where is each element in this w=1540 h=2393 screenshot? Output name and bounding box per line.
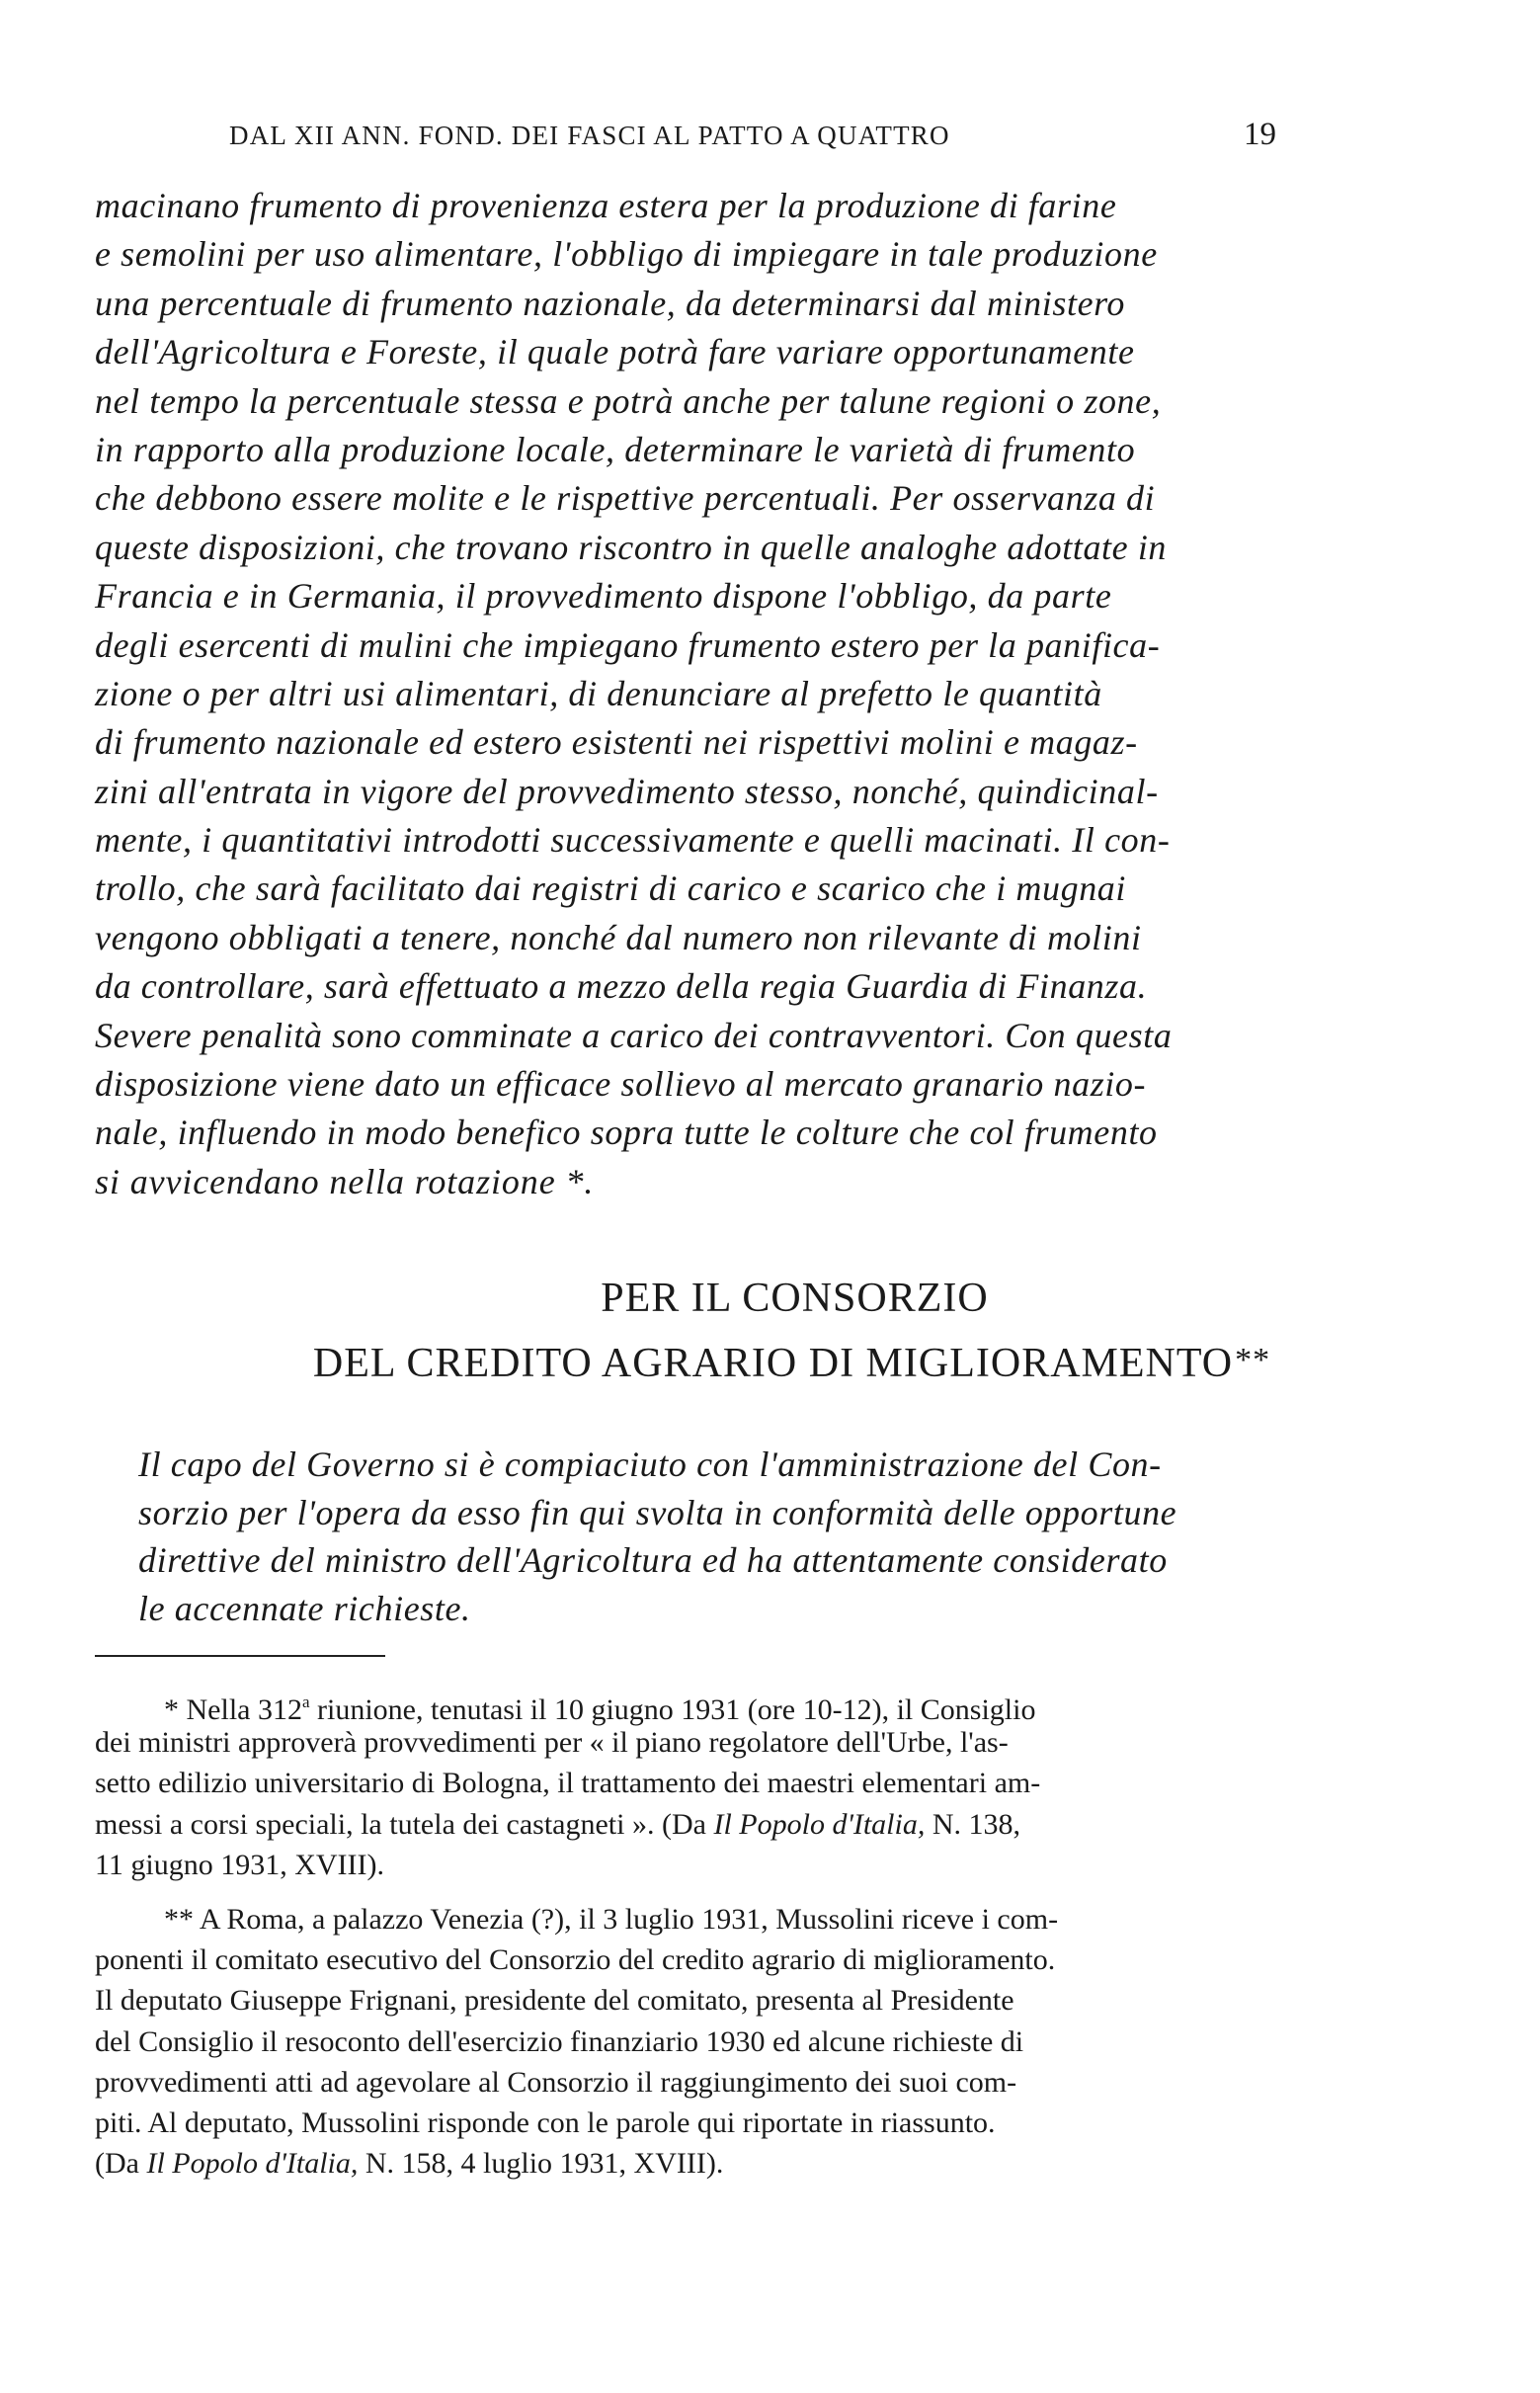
footnote-divider: [95, 1655, 385, 1657]
footnotes: [95, 1682, 1280, 2184]
footnote-1-text: messi a corsi speciali, la tutela dei castagneti ». (Da: [95, 1807, 714, 1841]
text-line: da controllare, sarà effettuato a mezzo della regia Guardia di Finanza.: [95, 966, 1148, 1007]
text-line: una percentuale di frumento nazionale, da determinarsi dal ministero: [95, 283, 1126, 323]
footnote-2-line: del Consiglio il resoconto dell'esercizio finanziario 1930 ed alcune richieste di: [95, 2024, 1024, 2058]
running-title: DAL XII ANN. FOND. DEI FASCI AL PATTO A QUATTRO: [229, 121, 950, 150]
text-line: di frumento nazionale ed estero esistenti nei rispettivi molini e magaz-: [95, 722, 1138, 763]
footnote-1-line: [95, 1682, 1280, 1726]
text-line: dell'Agricoltura e Foreste, il quale potrà fare variare opportunamente: [95, 332, 1135, 372]
footnote-2-line: Il deputato Giuseppe Frignani, presidente del comitato, presenta al Presidente: [95, 1984, 1014, 2018]
text-line: macinano frumento di provenienza estera per la produzione di farine: [95, 186, 1117, 225]
heading-line-2-text: DEL CREDITO AGRARIO DI MIGLIORAMENTO: [312, 1341, 1234, 1386]
text-line: queste disposizioni, che trovano riscontro in quelle analoghe adottate in: [95, 527, 1168, 567]
footnote-1-line: [95, 1804, 1280, 1845]
body-paragraph: [95, 182, 1280, 1206]
heading-line-2: [43, 1340, 1540, 1387]
text-line: che debbono essere molite e le rispettive percentuali. Per osservanza di: [95, 478, 1156, 519]
text-line: zini all'entrata in vigore del provvedimento stesso, nonché, quindicinal-: [95, 771, 1159, 811]
text-line: vengono obbligati a tenere, nonché dal numero non rilevante di molini: [95, 917, 1142, 957]
text-line: nale, influendo in modo benefico sopra tutte le colture che col frumento: [95, 1113, 1158, 1153]
intro-paragraph: [138, 1441, 1284, 1632]
page-number: 19: [1244, 117, 1276, 152]
footnote-1-line: setto edilizio universitario di Bologna, il trattamento dei maestri elementari am-: [95, 1767, 1041, 1800]
footnote-1-line: dei ministri approverà provvedimenti per « il piano regolatore dell'Urbe, l'as-: [95, 1726, 1009, 1760]
ordinal-superscript: a: [301, 1692, 310, 1711]
newspaper-title: Il Popolo d'Italia,: [713, 1807, 926, 1841]
section-heading: [0, 1275, 1540, 1387]
footnote-2-line: piti. Al deputato, Mussolini risponde con le parole qui riportate in riassunto.: [95, 2105, 996, 2139]
footnote-2-line: ** A Roma, a palazzo Venezia (?), il 3 luglio 1931, Mussolini riceve i com-: [164, 1902, 1059, 1936]
footnote-2-line: provvedimenti atti ad agevolare al Consorzio il raggiungimento dei suoi com-: [95, 2065, 1017, 2099]
text-line: si avvicendano nella rotazione *.: [95, 1161, 595, 1201]
text-line: in rapporto alla produzione locale, determinare le varietà di frumento: [95, 429, 1136, 469]
text-line: disposizione viene dato un efficace sollievo al mercato granario nazio-: [95, 1064, 1147, 1105]
running-head: [229, 117, 1276, 156]
footnote-1-text: N. 138,: [925, 1807, 1021, 1841]
footnote-2-text: N. 158, 4 luglio 1931, XVIII).: [358, 2147, 724, 2181]
text-line: trollo, che sarà facilitato dai registri di carico e scarico che i mugnai: [95, 868, 1127, 909]
text-line: Francia e in Germania, il provvedimento dispone l'obbligo, da parte: [95, 576, 1112, 617]
text-line: mente, i quantitativi introdotti successivamente e quelli macinati. Il con-: [95, 820, 1171, 861]
intro-line: le accennate richieste.: [138, 1588, 471, 1628]
intro-line: sorzio per l'opera da esso fin qui svolta in conformità delle opportune: [138, 1492, 1177, 1532]
text-line: e semolini per uso alimentare, l'obbligo di impiegare in tale produzione: [95, 234, 1158, 275]
footnote-marker: **: [1235, 1342, 1271, 1378]
text-line: zione o per altri usi alimentari, di denunciare al prefetto le quantità: [95, 673, 1102, 713]
footnote-2-text: (Da: [95, 2147, 147, 2181]
intro-line: Il capo del Governo si è compiaciuto con l'amministrazione del Con-: [138, 1444, 1162, 1484]
text-line: nel tempo la percentuale stessa e potrà anche per talune regioni o zone,: [95, 380, 1162, 421]
intro-line: direttive del ministro dell'Agricoltura ed ha attentamente considerato: [138, 1540, 1168, 1580]
footnote-1-line: 11 giugno 1931, XVIII).: [95, 1848, 385, 1881]
footnote-2-line: [95, 2143, 1280, 2184]
newspaper-title: Il Popolo d'Italia,: [146, 2147, 359, 2181]
text-line: Severe penalità sono comminate a carico dei contravventori. Con questa: [95, 1015, 1173, 1055]
heading-line-1: PER IL CONSORZIO: [601, 1276, 989, 1321]
footnote-1-text: riunione, tenutasi il 10 giugno 1931 (ore 10-12), il Consiglio: [309, 1693, 1036, 1726]
footnote-1-text: * Nella 312: [164, 1693, 302, 1726]
footnote-2-line: ponenti il comitato esecutivo del Consorzio del credito agrario di miglioramento.: [95, 1943, 1056, 1977]
text-line: degli esercenti di mulini che impiegano frumento estero per la panifica-: [95, 624, 1161, 665]
